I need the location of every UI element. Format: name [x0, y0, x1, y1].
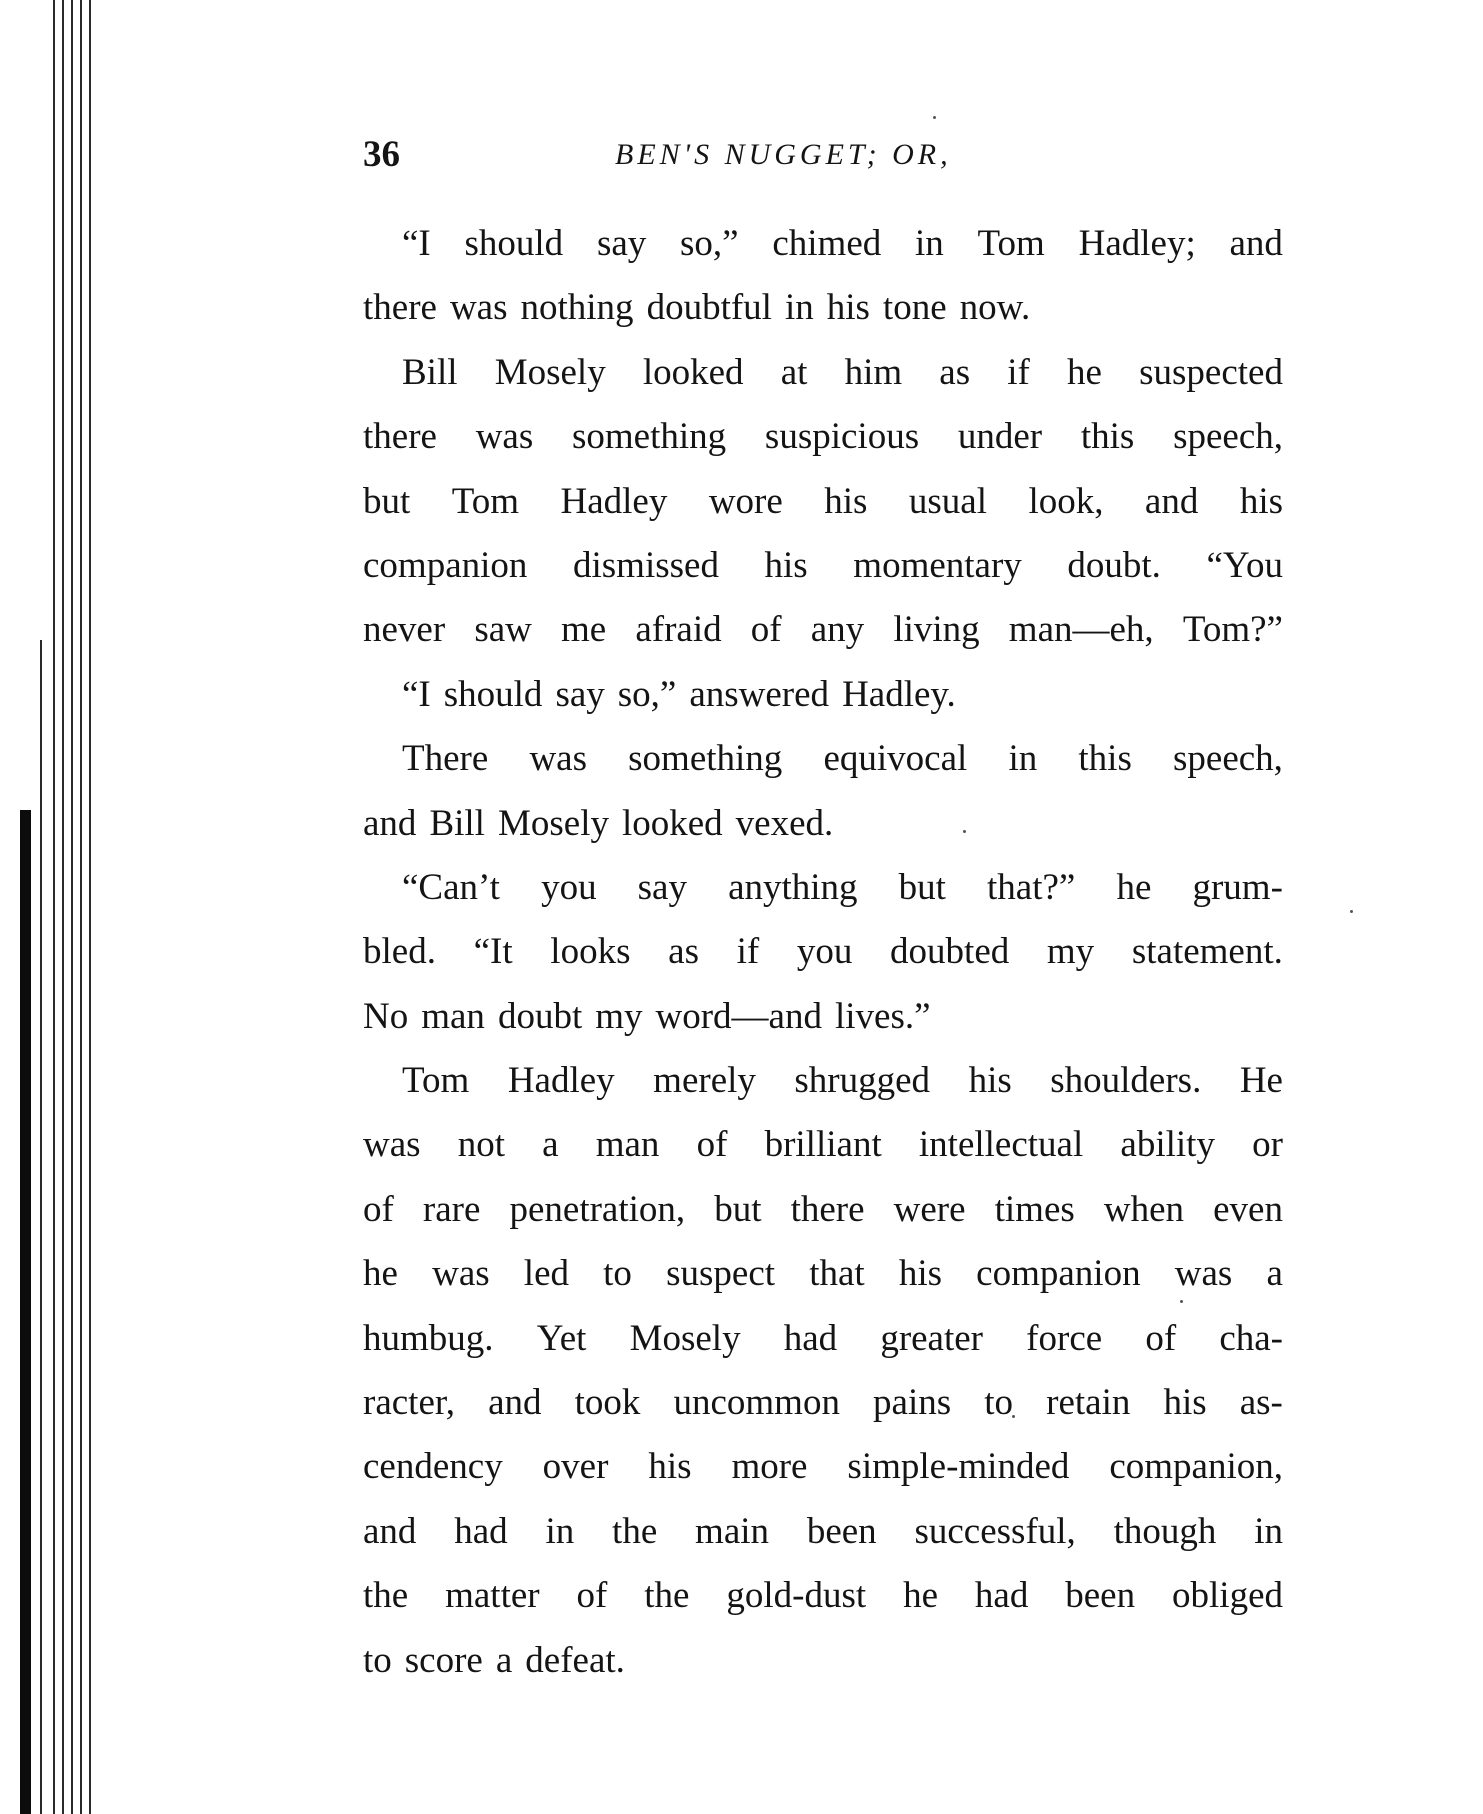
word: to — [603, 1253, 632, 1295]
text-line — [363, 276, 1283, 340]
word: led — [523, 1253, 569, 1295]
word: he — [1067, 351, 1102, 393]
word: intellectual — [918, 1124, 1084, 1166]
word: There — [402, 738, 489, 780]
word: in — [784, 287, 814, 329]
word: answered — [689, 673, 830, 715]
word: times — [994, 1188, 1075, 1230]
word: but — [363, 480, 411, 522]
word: merely — [653, 1060, 756, 1102]
word: Tom — [977, 223, 1045, 264]
word: something — [572, 416, 727, 458]
word: but — [898, 866, 946, 908]
word: Hadley — [507, 1060, 615, 1102]
running-head: BEN'S NUGGET; OR, — [615, 138, 952, 171]
word: a — [495, 1639, 513, 1681]
word: had — [783, 1317, 838, 1359]
word: of — [363, 1188, 394, 1230]
word: “I — [402, 223, 431, 264]
word: even — [1213, 1188, 1283, 1230]
word: and — [1144, 480, 1199, 522]
word: this — [1080, 416, 1135, 458]
word: vexed. — [735, 802, 834, 844]
word: his — [1163, 1382, 1207, 1424]
word: this — [1078, 738, 1132, 780]
word: was — [1174, 1253, 1233, 1295]
paper-speck — [933, 116, 936, 119]
word: brilliant — [764, 1124, 882, 1166]
word: look, — [1028, 480, 1104, 522]
word: there — [790, 1188, 865, 1230]
text-line — [363, 1371, 1283, 1435]
word: Mosely — [497, 802, 609, 844]
word: his — [764, 544, 808, 586]
word: looked — [642, 351, 744, 393]
book-spine-edge — [0, 0, 110, 1814]
word: “It — [473, 931, 513, 973]
text-line — [363, 1178, 1283, 1242]
text-line — [363, 405, 1283, 469]
word: if — [736, 931, 760, 973]
word: as — [939, 351, 971, 393]
word: Mosely — [629, 1317, 741, 1359]
word: should — [443, 673, 543, 715]
word: He — [1239, 1060, 1283, 1102]
word: shoulders. — [1050, 1060, 1202, 1102]
word: at — [780, 351, 808, 393]
text-line — [363, 985, 1283, 1049]
word: should — [464, 223, 564, 264]
text-line — [363, 1307, 1283, 1371]
word: Yet — [536, 1317, 587, 1359]
word: doubtful — [646, 287, 772, 329]
page-header — [363, 132, 1273, 178]
word: been — [1065, 1575, 1136, 1617]
word: tone — [882, 287, 947, 329]
word: looked — [621, 802, 723, 844]
word: simple-minded — [847, 1446, 1070, 1488]
text-line — [363, 1049, 1283, 1113]
word: penetration, — [509, 1188, 686, 1230]
word: him — [844, 351, 903, 393]
word: though — [1113, 1510, 1217, 1552]
word: Hadley; — [1078, 223, 1196, 264]
word: Tom — [402, 1060, 470, 1102]
word: man — [595, 1124, 660, 1166]
word: had — [454, 1510, 508, 1552]
word: anything — [728, 866, 858, 908]
word: was — [529, 738, 587, 780]
word: was — [432, 1253, 490, 1295]
word: you — [796, 931, 853, 973]
word: Tom — [451, 480, 520, 522]
word: in — [1254, 1510, 1283, 1552]
word: No — [363, 995, 409, 1037]
word: speech, — [1173, 416, 1283, 458]
word: and — [1229, 223, 1283, 264]
word: say — [555, 673, 605, 715]
word: he — [363, 1253, 398, 1295]
word: to — [984, 1382, 1014, 1424]
word: pains — [873, 1382, 952, 1424]
text-line — [363, 727, 1283, 791]
word: momentary — [853, 544, 1022, 586]
word: and — [363, 802, 417, 844]
word: he — [1116, 866, 1152, 908]
word: suspected — [1139, 351, 1283, 393]
word: as — [668, 931, 699, 973]
word: his — [826, 287, 870, 329]
word: retain — [1046, 1382, 1131, 1424]
word: that — [809, 1253, 865, 1295]
text-line — [363, 470, 1283, 534]
word: been — [806, 1510, 877, 1552]
word: humbug. — [363, 1317, 494, 1359]
text-line — [363, 1564, 1283, 1628]
word: so,” — [617, 673, 677, 715]
word: afraid — [635, 609, 722, 651]
word: when — [1103, 1188, 1185, 1230]
text-line — [363, 1435, 1283, 1499]
word: never — [363, 609, 446, 651]
word: Hadley — [560, 480, 668, 522]
word: and — [488, 1382, 542, 1424]
word: were — [893, 1188, 966, 1230]
word: over — [542, 1446, 609, 1488]
word: suspicious — [764, 416, 920, 458]
word: cendency — [363, 1446, 503, 1488]
word: me — [561, 609, 607, 651]
word: word—and — [655, 995, 822, 1037]
word: his — [898, 1253, 943, 1295]
word: there — [363, 416, 437, 458]
word: Mosely — [494, 351, 606, 393]
word: dismissed — [572, 544, 719, 586]
word: of — [576, 1575, 608, 1617]
word: grum- — [1192, 866, 1283, 908]
text-line — [363, 792, 1283, 856]
word: his — [648, 1446, 692, 1488]
word: of — [1145, 1317, 1177, 1359]
word: statement. — [1131, 931, 1283, 973]
word: his — [824, 480, 868, 522]
word: but — [714, 1188, 762, 1230]
word: was — [449, 287, 508, 329]
word: doubted — [890, 931, 1010, 973]
word: gold-dust — [726, 1575, 867, 1617]
word: force — [1026, 1317, 1103, 1359]
word: he — [903, 1575, 938, 1617]
word: or — [1252, 1124, 1283, 1166]
word: in — [1008, 738, 1038, 780]
word: in — [915, 223, 944, 264]
word: took — [574, 1382, 641, 1424]
word: Hadley. — [842, 673, 956, 715]
word: to — [363, 1639, 392, 1681]
word: my — [595, 995, 643, 1037]
word: the — [612, 1510, 658, 1552]
text-line — [363, 856, 1283, 920]
word: usual — [908, 480, 987, 522]
word: that?” — [987, 866, 1076, 908]
word: a — [1266, 1253, 1283, 1295]
word: main — [695, 1510, 770, 1552]
text-line — [363, 534, 1283, 598]
word: any — [810, 609, 865, 651]
text-line — [363, 1629, 1283, 1693]
word: shrugged — [794, 1060, 931, 1102]
word: looks — [550, 931, 631, 973]
word: you — [541, 866, 597, 908]
word: of — [750, 609, 782, 651]
word: Bill — [429, 802, 485, 844]
word: now. — [959, 287, 1031, 329]
text-line — [363, 1500, 1283, 1564]
word: as- — [1239, 1382, 1283, 1424]
word: man—eh, — [1008, 609, 1154, 651]
word: companion — [976, 1253, 1141, 1295]
word: nothing — [520, 287, 634, 329]
word: greater — [880, 1317, 984, 1359]
word: “I — [402, 673, 431, 715]
page-number: 36 — [363, 134, 400, 175]
word: suspect — [666, 1253, 776, 1295]
word: companion, — [1109, 1446, 1283, 1488]
word: under — [957, 416, 1043, 458]
text-line — [363, 598, 1283, 662]
text-line — [363, 341, 1283, 405]
text-line — [363, 920, 1283, 984]
word: say — [637, 866, 687, 908]
word: was — [475, 416, 534, 458]
word: doubt. — [1067, 544, 1161, 586]
text-line — [363, 212, 1283, 276]
word: racter, — [363, 1382, 455, 1424]
word: lives.” — [834, 995, 931, 1037]
word: had — [974, 1575, 1029, 1617]
word: successful, — [914, 1510, 1076, 1552]
word: “You — [1206, 544, 1283, 586]
word: say — [596, 223, 647, 264]
text-line — [363, 1242, 1283, 1306]
word: there — [363, 287, 437, 329]
word: not — [457, 1124, 505, 1166]
word: saw — [474, 609, 532, 651]
word: the — [363, 1575, 409, 1617]
word: of — [696, 1124, 728, 1166]
word: score — [404, 1639, 483, 1681]
word: uncommon — [673, 1382, 840, 1424]
word: if — [1007, 351, 1030, 393]
word: a — [542, 1124, 559, 1166]
word: Tom?” — [1182, 609, 1283, 651]
word: and — [363, 1510, 417, 1552]
word: chimed — [772, 223, 882, 264]
text-line — [363, 1113, 1283, 1177]
word: more — [731, 1446, 808, 1488]
word: companion — [363, 544, 528, 586]
word: “Can’t — [402, 866, 500, 908]
word: defeat. — [525, 1639, 625, 1681]
paper-speck — [1350, 910, 1353, 913]
word: living — [893, 609, 980, 651]
word: wore — [708, 480, 783, 522]
word: bled. — [363, 931, 436, 973]
word: equivocal — [823, 738, 968, 780]
word: was — [363, 1124, 421, 1166]
word: something — [628, 738, 783, 780]
word: his — [968, 1060, 1012, 1102]
word: doubt — [497, 995, 583, 1037]
word: so,” — [680, 223, 739, 264]
word: the — [644, 1575, 690, 1617]
word: my — [1046, 931, 1095, 973]
word: rare — [422, 1188, 481, 1230]
word: cha- — [1219, 1317, 1283, 1359]
word: ability — [1120, 1124, 1215, 1166]
word: Bill — [402, 351, 458, 393]
word: in — [545, 1510, 575, 1552]
word: his — [1239, 480, 1283, 522]
word: matter — [445, 1575, 540, 1617]
word: obliged — [1172, 1575, 1283, 1617]
word: man — [421, 995, 485, 1037]
body-text — [363, 212, 1283, 1693]
text-line — [363, 663, 1283, 727]
word: speech, — [1173, 738, 1283, 780]
